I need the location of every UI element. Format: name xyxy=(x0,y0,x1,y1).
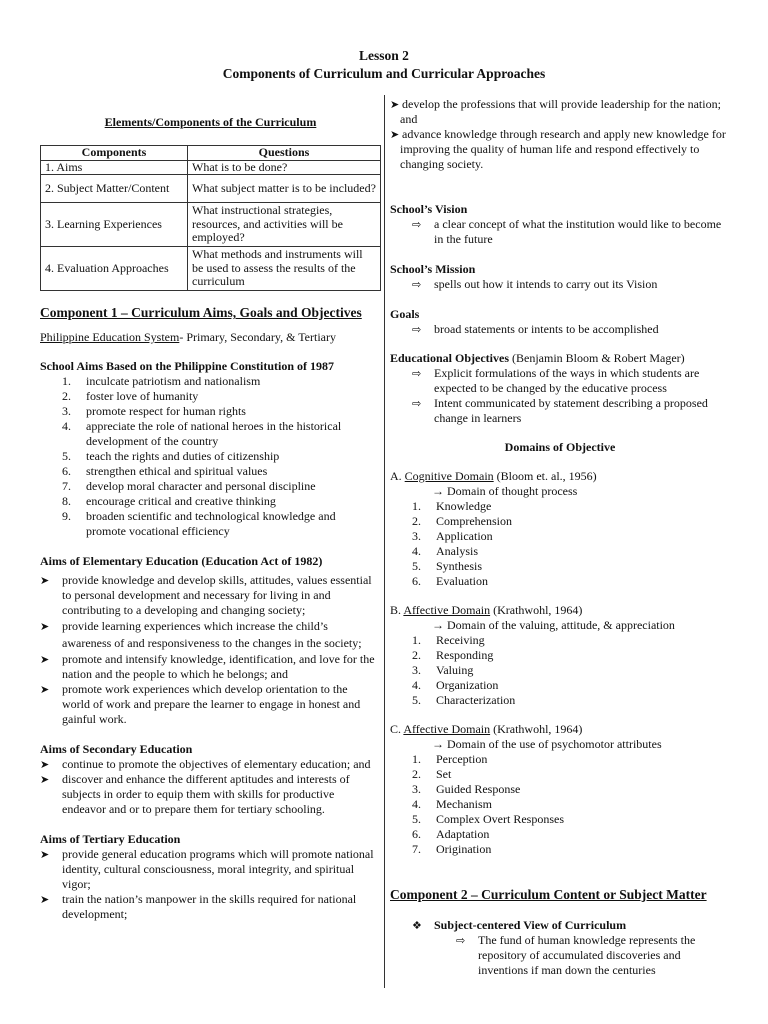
domain-c-list xyxy=(412,752,730,857)
list-item: ➤ develop the professions that will provide leadership for the nation; and xyxy=(390,97,721,126)
list-item: 3. promote respect for human rights xyxy=(62,404,246,418)
list-item: ➤ continue to promote the objectives of elementary education; and xyxy=(40,757,371,771)
list-item: 3. Valuing xyxy=(412,663,474,677)
domains-heading: Domains of Objective xyxy=(504,440,616,454)
list-item: 2. foster love of humanity xyxy=(62,389,199,403)
bullet-arrow-icon: ➤ xyxy=(40,653,50,666)
objectives-item: ⇨ Intent communicated by statement describing a proposed change in learners xyxy=(412,396,708,425)
list-item: ➤ promote and intensify knowledge, identification, and love for the nation and the people to which he belongs; and xyxy=(40,652,375,681)
ter-aims-heading: Aims of Tertiary Education xyxy=(40,832,181,846)
hollow-arrow-icon: ⇨ xyxy=(412,367,422,380)
column-divider xyxy=(384,95,385,988)
table-row xyxy=(41,203,381,247)
domain-a-list xyxy=(412,499,730,589)
hollow-arrow-icon: ⇨ xyxy=(412,278,422,291)
table-title: Elements/Components of the Curriculum xyxy=(104,115,317,129)
list-item: 5. teach the rights and duties of citizenship xyxy=(62,449,280,463)
table-cell-question: What subject matter is to be included? xyxy=(188,175,381,203)
list-item: 4. Analysis xyxy=(412,544,478,558)
list-item: 5. Synthesis xyxy=(412,559,483,573)
list-item: 2. Set xyxy=(412,767,452,781)
objectives-heading: Educational Objectives xyxy=(390,351,509,365)
list-item: 5. Complex Overt Responses xyxy=(412,812,564,826)
list-item: 6. Evaluation xyxy=(412,574,488,588)
bullet-arrow-icon: ➤ xyxy=(40,620,50,633)
domain-b-list xyxy=(412,633,730,708)
list-item: ➤ provide learning experiences which increase the child’s awareness of and responsiveness to the changes in the society; xyxy=(40,619,362,650)
bullet-arrow-icon: ➤ xyxy=(40,683,50,696)
bullet-arrow-icon: ➤ xyxy=(40,893,50,906)
vision-heading: School’s Vision xyxy=(390,202,468,216)
subject-view-heading: Subject-centered View of Curriculum xyxy=(434,918,627,932)
domain-a-desc: → Domain of thought process xyxy=(432,484,578,498)
list-item: 9. broaden scientific and technological knowledge and promote vocational efficiency xyxy=(62,509,336,538)
list-item: 6. Adaptation xyxy=(412,827,490,841)
list-item: ➤ promote work experiences which develop orientation to the world of work and prepare the learner to engage in honest and gainful work. xyxy=(40,682,361,726)
domain-a-name: Cognitive Domain xyxy=(404,469,494,483)
left-column xyxy=(40,115,378,922)
objectives-authors: (Benjamin Bloom & Robert Mager) xyxy=(509,351,685,365)
school-aims-list xyxy=(62,374,378,539)
phil-system-label: Philippine Education System xyxy=(40,330,180,344)
mission-heading: School’s Mission xyxy=(390,262,476,276)
list-item: 3. Guided Response xyxy=(412,782,521,796)
elem-aims-list xyxy=(40,573,378,727)
list-item: ➤ provide knowledge and develop skills, attitudes, values essential to personal development and necessary for living in and contributing to a developing and changing society; xyxy=(40,573,372,617)
table-cell-component: 2. Subject Matter/Content xyxy=(41,175,188,203)
goals-heading: Goals xyxy=(390,307,420,321)
elem-aims-heading: Aims of Elementary Education (Education Act of 1982) xyxy=(40,554,323,568)
domain-b-line: B. Affective Domain (Krathwohl, 1964) xyxy=(390,603,583,617)
bullet-arrow-icon: ➤ xyxy=(40,848,50,861)
list-item: 5. Characterization xyxy=(412,693,516,707)
list-item: 8. encourage critical and creative thinking xyxy=(62,494,276,508)
subject-view-heading-line xyxy=(412,918,730,933)
list-item: 3. Application xyxy=(412,529,493,543)
objectives-item: ⇨ Explicit formulations of the ways in which students are expected to be changed by the educative process xyxy=(412,366,700,395)
bullet-arrow-icon: ➤ xyxy=(40,773,50,786)
table-cell-component: 3. Learning Experiences xyxy=(41,203,188,247)
list-item: 2. Responding xyxy=(412,648,494,662)
list-item: 4. Organization xyxy=(412,678,499,692)
hollow-arrow-icon: ⇨ xyxy=(456,934,466,947)
lesson-number: Lesson 2 xyxy=(359,48,409,63)
list-item: 1. Knowledge xyxy=(412,499,492,513)
hollow-arrow-icon: ⇨ xyxy=(412,397,422,410)
list-item: 4. appreciate the role of national heroes in the historical development of the country xyxy=(62,419,342,448)
bullet-arrow-icon: ➤ xyxy=(40,574,50,587)
list-item: 4. Mechanism xyxy=(412,797,492,811)
ter-aims-cont-list xyxy=(390,97,730,172)
list-item: 1. Perception xyxy=(412,752,488,766)
ter-aims-list xyxy=(40,847,378,922)
list-item: ➤ train the nation’s manpower in the skills required for national development; xyxy=(40,892,357,921)
hollow-arrow-icon: ⇨ xyxy=(412,323,422,336)
components-table xyxy=(40,145,381,291)
list-item: ➤ provide general education programs which will promote national identity, cultural consciousness, moral integrity, and spiritual vigor; xyxy=(40,847,374,891)
table-cell-question: What is to be done? xyxy=(188,160,381,175)
sec-aims-list xyxy=(40,757,378,817)
domain-b-desc: → Domain of the valuing, attitude, & appreciation xyxy=(432,618,675,632)
goals-item: ⇨ broad statements or intents to be accomplished xyxy=(412,322,659,336)
table-header-components: Components xyxy=(41,146,188,161)
table-cell-question: What methods and instruments will be used to assess the results of the curriculum xyxy=(188,247,381,291)
phil-system-line xyxy=(40,330,378,345)
component2-heading: Component 2 – Curriculum Content or Subject Matter xyxy=(390,887,707,902)
table-cell-question: What instructional strategies, resources, and activities will be employed? xyxy=(188,203,381,247)
table-row xyxy=(41,160,381,175)
domain-c-name: Affective Domain xyxy=(403,722,491,736)
right-column xyxy=(390,97,730,978)
sec-aims-heading: Aims of Secondary Education xyxy=(40,742,193,756)
objectives-heading-line xyxy=(390,351,730,366)
diamond-bullet-icon: ❖ xyxy=(412,919,422,932)
hollow-arrow-icon: ⇨ xyxy=(412,218,422,231)
school-aims-heading: School Aims Based on the Philippine Constitution of 1987 xyxy=(40,359,335,373)
table-cell-component: 4. Evaluation Approaches xyxy=(41,247,188,291)
list-item: 7. Origination xyxy=(412,842,492,856)
list-item: ➤ advance knowledge through research and apply new knowledge for improving the quality of human life and respond effectively to changing society. xyxy=(390,127,726,171)
bullet-arrow-icon: ➤ xyxy=(390,128,400,141)
domain-b-name: Affective Domain xyxy=(403,603,491,617)
table-row xyxy=(41,175,381,203)
list-item: 1. Receiving xyxy=(412,633,485,647)
page-title: Components of Curriculum and Curricular Approaches xyxy=(222,66,546,81)
domain-c-desc: → Domain of the use of psychomotor attributes xyxy=(432,737,662,751)
mission-item: ⇨ spells out how it intends to carry out its Vision xyxy=(412,277,658,291)
list-item: ➤ discover and enhance the different aptitudes and interests of subjects in order to equip them with skills for productive endeavor and or to prepare them for tertiary schooling. xyxy=(40,772,350,816)
bullet-arrow-icon: ➤ xyxy=(390,98,400,111)
table-row xyxy=(41,247,381,291)
phil-system-rest: - Primary, Secondary, & Tertiary xyxy=(179,330,336,344)
table-cell-component: 1. Aims xyxy=(41,160,188,175)
table-header-questions: Questions xyxy=(188,146,381,161)
vision-item: ⇨ a clear concept of what the institution would like to become in the future xyxy=(412,217,722,246)
list-item: 2. Comprehension xyxy=(412,514,512,528)
bullet-arrow-icon: ➤ xyxy=(40,758,50,771)
domain-c-line: C. Affective Domain (Krathwohl, 1964) xyxy=(390,722,583,736)
domain-a-line: A. Cognitive Domain (Bloom et. al., 1956) xyxy=(390,469,597,483)
list-item: 7. develop moral character and personal discipline xyxy=(62,479,316,493)
subject-view-item: ⇨ The fund of human knowledge represents the repository of accumulated discoveries and inventions if man down the centuries xyxy=(456,933,696,977)
component1-heading: Component 1 – Curriculum Aims, Goals and Objectives xyxy=(40,305,362,320)
list-item: 6. strengthen ethical and spiritual values xyxy=(62,464,268,478)
list-item: 1. inculcate patriotism and nationalism xyxy=(62,374,261,388)
